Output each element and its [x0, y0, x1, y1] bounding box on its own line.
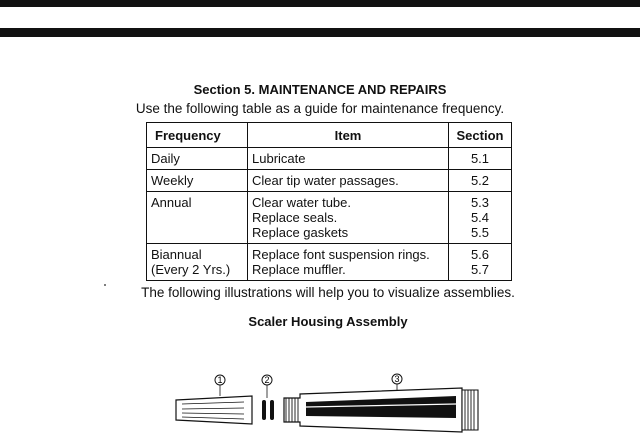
header-item: Item — [248, 123, 449, 148]
callout-2 — [262, 375, 272, 398]
frequency-text: (Every 2 Yrs.) — [151, 262, 231, 277]
section-number: 5.6 — [470, 247, 490, 262]
table-row — [147, 192, 512, 244]
housing-part — [284, 388, 478, 432]
section-title: Section 5. MAINTENANCE AND REPAIRS — [193, 82, 447, 97]
item-cell — [248, 192, 449, 244]
section-number: 5.7 — [470, 262, 490, 277]
item-text: Replace gaskets — [252, 225, 349, 240]
frequency-text: Daily — [151, 151, 180, 166]
frequency-cell — [147, 148, 248, 170]
item-cell — [248, 244, 449, 281]
frequency-cell — [147, 170, 248, 192]
nose-cone-part — [176, 396, 252, 424]
section-cell — [449, 244, 512, 281]
assembly-title: Scaler Housing Assembly — [248, 314, 408, 329]
section-cell — [449, 148, 512, 170]
table-header-row — [147, 123, 512, 148]
table-row — [147, 170, 512, 192]
callout-1 — [215, 375, 225, 396]
item-text: Replace muffler. — [252, 262, 346, 277]
section-cell — [449, 192, 512, 244]
header-frequency: Frequency — [147, 123, 248, 148]
top-rule-thick — [0, 0, 640, 7]
header-section: Section — [449, 123, 512, 148]
intro-text: Use the following table as a guide for maintenance frequency. — [135, 101, 505, 116]
o-rings-part — [262, 400, 274, 420]
item-text: Clear tip water passages. — [252, 173, 399, 188]
frequency-text: Biannual — [151, 247, 202, 262]
svg-text:3: 3 — [394, 374, 400, 384]
section-number: 5.3 — [470, 195, 490, 210]
frequency-cell — [147, 192, 248, 244]
item-text: Lubricate — [252, 151, 306, 166]
section-number: 5.5 — [470, 225, 490, 240]
scaler-housing-diagram — [0, 360, 640, 447]
frequency-text: Annual — [151, 195, 192, 210]
section-number: 5.2 — [470, 173, 490, 188]
table-row — [147, 148, 512, 170]
svg-text:1: 1 — [217, 375, 223, 385]
section-number: 5.1 — [470, 151, 490, 166]
item-text: Replace seals. — [252, 210, 338, 225]
frequency-cell — [147, 244, 248, 281]
frequency-text: Weekly — [151, 173, 194, 188]
svg-text:2: 2 — [264, 375, 270, 385]
maintenance-table — [146, 122, 512, 281]
section-cell — [449, 170, 512, 192]
illustrations-text: The following illustrations will help you to visualize assemblies. — [141, 285, 515, 300]
item-cell — [248, 148, 449, 170]
table-row — [147, 244, 512, 281]
section-number: 5.4 — [470, 210, 490, 225]
item-text: Clear water tube. — [252, 195, 351, 210]
top-rule-thin — [0, 28, 640, 37]
item-cell — [248, 170, 449, 192]
item-text: Replace font suspension rings. — [252, 247, 430, 262]
